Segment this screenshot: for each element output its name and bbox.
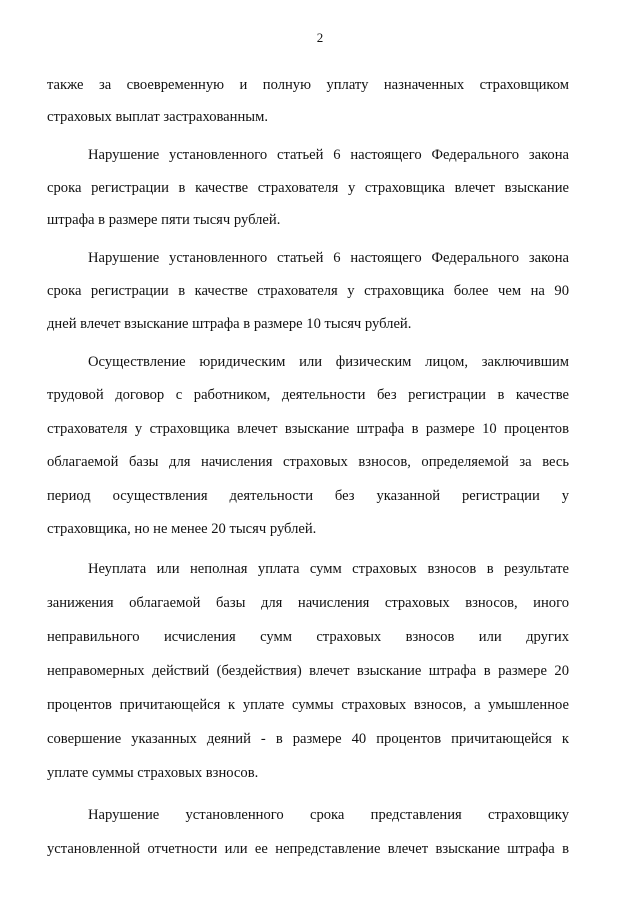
- text-line: штрафа в размере пяти тысяч рублей.: [47, 212, 281, 228]
- text-line: установленной отчетности или ее непредставление влечет взыскание штрафа в: [47, 841, 569, 857]
- text-line: Нарушение установленного статьей 6 настоящего Федерального закона: [88, 250, 569, 266]
- text-line: трудовой договор с работником, деятельности без регистрации в качестве: [47, 387, 569, 403]
- text-line: процентов причитающейся к уплате суммы страховых взносов, а умышленное: [47, 697, 569, 713]
- text-line: Нарушение установленного статьей 6 настоящего Федерального закона: [88, 147, 569, 163]
- text-line: Неуплата или неполная уплата сумм страховых взносов в результате: [88, 561, 569, 577]
- text-line: неправильного исчисления сумм страховых взносов или других: [47, 629, 569, 645]
- text-line: срока регистрации в качестве страхователя у страховщика влечет взыскание: [47, 180, 569, 196]
- text-line: уплате суммы страховых взносов.: [47, 765, 259, 781]
- text-line: Осуществление юридическим или физическим лицом, заключившим: [88, 354, 569, 370]
- text-line: совершение указанных деяний - в размере 40 процентов причитающейся к: [47, 731, 569, 747]
- text-line: облагаемой базы для начисления страховых взносов, определяемой за весь: [47, 454, 569, 470]
- text-line: занижения облагаемой базы для начисления страховых взносов, иного: [47, 595, 569, 611]
- text-line: срока регистрации в качестве страхователя у страховщика более чем на 90: [47, 283, 569, 299]
- text-line: страхователя у страховщика влечет взыскание штрафа в размере 10 процентов: [47, 421, 569, 437]
- text-line: период осуществления деятельности без указанной регистрации у: [47, 488, 569, 504]
- text-line: дней влечет взыскание штрафа в размере 10 тысяч рублей.: [47, 316, 412, 332]
- text-line: страховщика, но не менее 20 тысяч рублей.: [47, 521, 317, 537]
- text-line: также за своевременную и полную уплату назначенных страховщиком: [47, 77, 569, 93]
- text-line: Нарушение установленного срока представления страховщику: [88, 807, 569, 823]
- text-line: страховых выплат застрахованным.: [47, 109, 268, 125]
- page-number: 2: [316, 30, 324, 45]
- text-line: неправомерных действий (бездействия) влечет взыскание штрафа в размере 20: [47, 663, 569, 679]
